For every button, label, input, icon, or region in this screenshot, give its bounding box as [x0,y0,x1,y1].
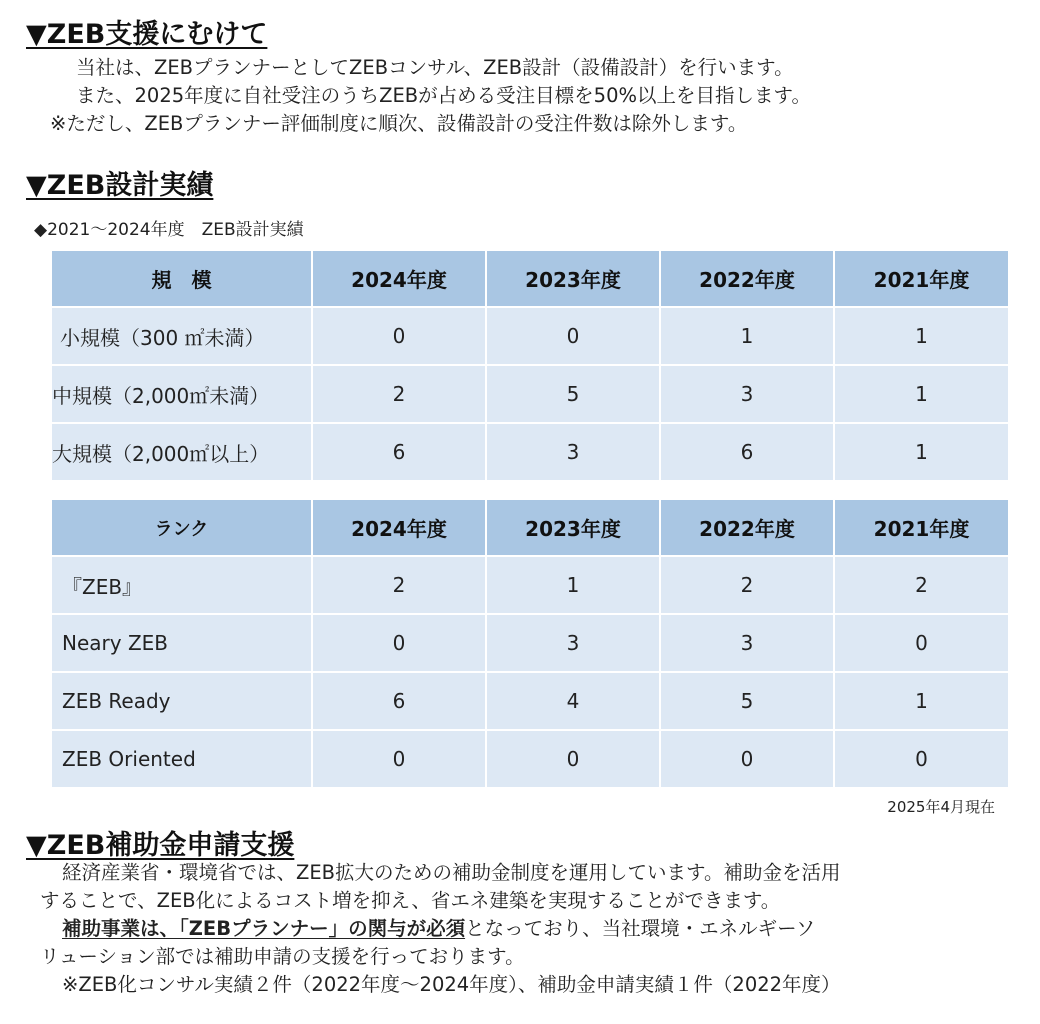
row-label-neary-zeb: Neary ZEB [51,614,312,672]
table-cell: 0 [312,730,486,788]
table-cell: 6 [312,423,486,481]
table-cell: 3 [660,365,834,423]
table-cell: 0 [660,730,834,788]
table-cell: 2 [660,556,834,614]
row-label-medium: 中規模（2,000㎡未満） [51,365,312,423]
subsidy-note: ※ZEB化コンサル実績２件（2022年度～2024年度）、補助金申請実績１件（2022年度） [62,973,841,996]
table-cell: 6 [312,672,486,730]
intro-line-1: 当社は、ZEBプランナーとしてZEBコンサル、ZEB設計（設備設計）を行います。 [76,56,794,79]
row-label-zeb-oriented: ZEB Oriented [51,730,312,788]
table-row [51,672,1009,730]
intro-line-2: また、2025年度に自社受注のうちZEBが占める受注目標を50%以上を目指します。 [76,84,811,107]
header-2024: 2024年度 [312,250,486,307]
header-rank: ランク [51,499,312,556]
row-label-zeb: 『ZEB』 [51,556,312,614]
table-cell: 0 [312,614,486,672]
subsidy-line-1: 経済産業省・環境省では、ZEB拡大のための補助金制度を運用しています。補助金を活用 [62,861,841,884]
header-2022: 2022年度 [660,250,834,307]
header-2024: 2024年度 [312,499,486,556]
table-row [51,614,1009,672]
subsidy-line-3-rest: となっており、当社環境・エネルギーソ [465,917,816,940]
table-cell: 5 [660,672,834,730]
header-2023: 2023年度 [486,499,660,556]
header-2023: 2023年度 [486,250,660,307]
table-cell: 1 [834,423,1009,481]
table-cell: 1 [660,307,834,365]
rank-table-header-row [51,499,1009,556]
table-row [51,423,1009,481]
scale-table [50,249,1010,482]
section-heading-subsidy-support: ▼ZEB補助金申請支援 [26,830,295,861]
table-cell: 0 [486,307,660,365]
as-of-date: 2025年4月現在 [887,798,995,816]
row-label-small: 小規模（300 ㎡未満） [51,307,312,365]
table-cell: 2 [834,556,1009,614]
table-cell: 6 [660,423,834,481]
table-row [51,307,1009,365]
table-cell: 4 [486,672,660,730]
table-cell: 5 [486,365,660,423]
row-label-zeb-ready: ZEB Ready [51,672,312,730]
table-caption: ◆2021～2024年度 ZEB設計実績 [34,220,304,240]
rank-table [50,498,1010,789]
subsidy-line-4: リューション部では補助申請の支援を行っております。 [40,945,525,968]
table-cell: 1 [834,307,1009,365]
table-cell: 1 [834,672,1009,730]
table-row [51,365,1009,423]
table-cell: 1 [486,556,660,614]
table-cell: 0 [834,730,1009,788]
required-planner-emphasis: 補助事業は、「ZEBプランナー」の関与が必須 [62,917,466,940]
table-cell: 0 [834,614,1009,672]
subsidy-line-2: することで、ZEB化によるコスト増を抑え、省エネ建築を実現することができます。 [40,889,781,912]
header-2021: 2021年度 [834,250,1009,307]
table-cell: 1 [834,365,1009,423]
header-2021: 2021年度 [834,499,1009,556]
scale-table-header-row [51,250,1009,307]
table-cell: 3 [660,614,834,672]
row-label-large: 大規模（2,000㎡以上） [51,423,312,481]
table-cell: 0 [312,307,486,365]
table-row [51,556,1009,614]
table-cell: 3 [486,423,660,481]
section-heading-zeb-design-record: ▼ZEB設計実績 [26,170,214,201]
table-cell: 0 [486,730,660,788]
header-2022: 2022年度 [660,499,834,556]
table-cell: 2 [312,556,486,614]
subsidy-line-3 [62,915,815,943]
table-row [51,730,1009,788]
table-cell: 2 [312,365,486,423]
table-cell: 3 [486,614,660,672]
intro-note: ※ただし、ZEBプランナー評価制度に順次、設備設計の受注件数は除外します。 [50,112,748,135]
header-scale: 規 模 [51,250,312,307]
section-heading-zeb-support: ▼ZEB支援にむけて [26,19,268,50]
